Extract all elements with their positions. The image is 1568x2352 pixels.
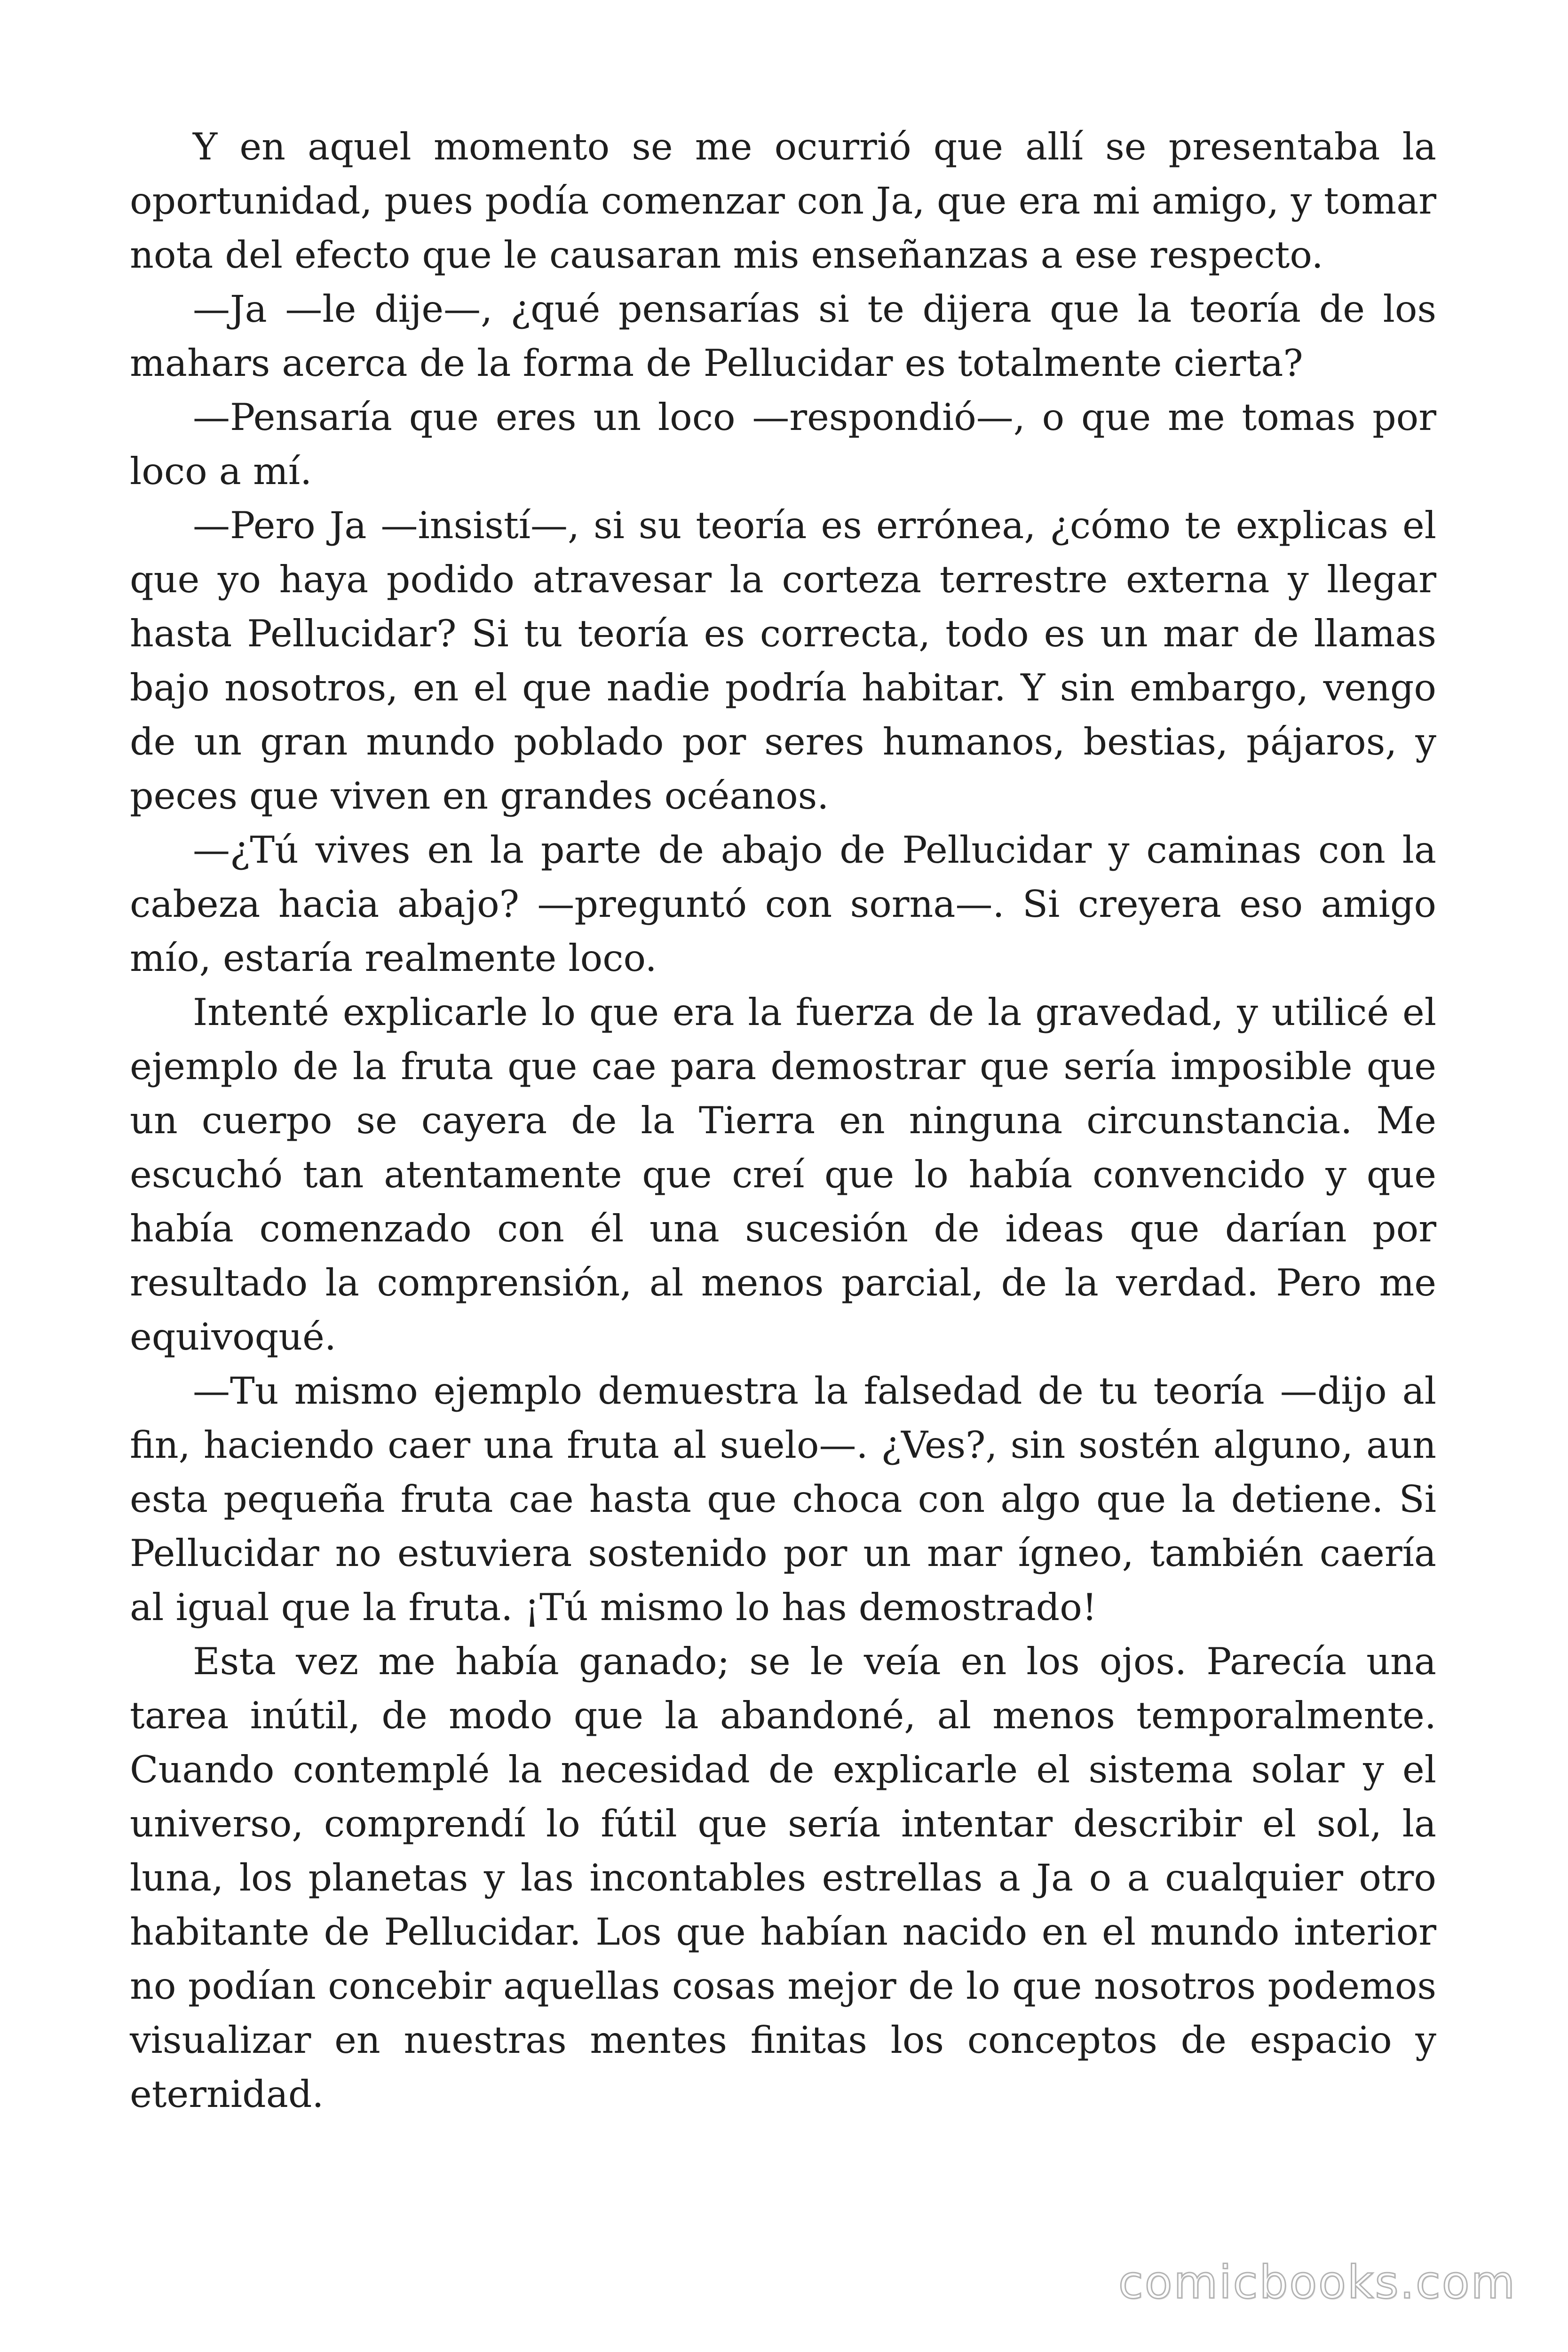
paragraph-7: —Tu mismo ejemplo demuestra la falsedad de tu teoría —dijo al fin, haciendo caer una fruta al suelo—. ¿Ves?, sin sostén alguno, aun esta pequeña fruta cae hasta que choca con algo que la detiene. Si Pellucidar no estuviera sostenido por un mar ígneo, también caería al igual que la fruta. ¡Tú mismo lo has demostrado! xyxy=(130,1369,1436,1629)
paragraph-6: Intenté explicarle lo que era la fuerza de la gravedad, y utilicé el ejemplo de la fruta que cae para demostrar que sería imposible que un cuerpo se cayera de la Tierra en ninguna circunstancia. Me escuchó tan atentamente que creí que lo había convencido y que había comenzado con él una sucesión de ideas que darían por resultado la comprensión, al menos parcial, de la verdad. Pero me equivoqué. xyxy=(130,991,1436,1359)
page-text xyxy=(130,120,1436,2122)
paragraph-4: —Pero Ja —insistí—, si su teoría es errónea, ¿cómo te explicas el que yo haya podido atravesar la corteza terrestre externa y llegar hasta Pellucidar? Si tu teoría es correcta, todo es un mar de llamas bajo nosotros, en el que nadie podría habitar. Y sin embargo, vengo de un gran mundo poblado por seres humanos, bestias, pájaros, y peces que viven en grandes océanos. xyxy=(130,504,1436,818)
paragraph-3: —Pensaría que eres un loco —respondió—, o que me tomas por loco a mí. xyxy=(130,396,1436,493)
paragraph-5: —¿Tú vives en la parte de abajo de Pellucidar y caminas con la cabeza hacia abajo? —preguntó con sorna—. Si creyera eso amigo mío, estaría realmente loco. xyxy=(130,828,1436,980)
paragraph-1: Y en aquel momento se me ocurrió que allí se presentaba la oportunidad, pues podía comenzar con Ja, que era mi amigo, y tomar nota del efecto que le causaran mis enseñanzas a ese respecto. xyxy=(130,125,1436,277)
paragraph-2: —Ja —le dije—, ¿qué pensarías si te dijera que la teoría de los mahars acerca de la forma de Pellucidar es totalmente cierta? xyxy=(130,287,1436,385)
paragraph-8: Esta vez me había ganado; se le veía en los ojos. Parecía una tarea inútil, de modo que la abandoné, al menos temporalmente. Cuando contemplé la necesidad de explicarle el sistema solar y el universo, comprendí lo fútil que sería intentar describir el sol, la luna, los planetas y las incontables estrellas a Ja o a cualquier otro habitante de Pellucidar. Los que habían nacido en el mundo interior no podían concebir aquellas cosas mejor de lo que nosotros podemos visualizar en nuestras mentes finitas los conceptos de espacio y eternidad. xyxy=(130,1640,1436,2116)
watermark: comicbooks.com xyxy=(1118,2256,1516,2309)
